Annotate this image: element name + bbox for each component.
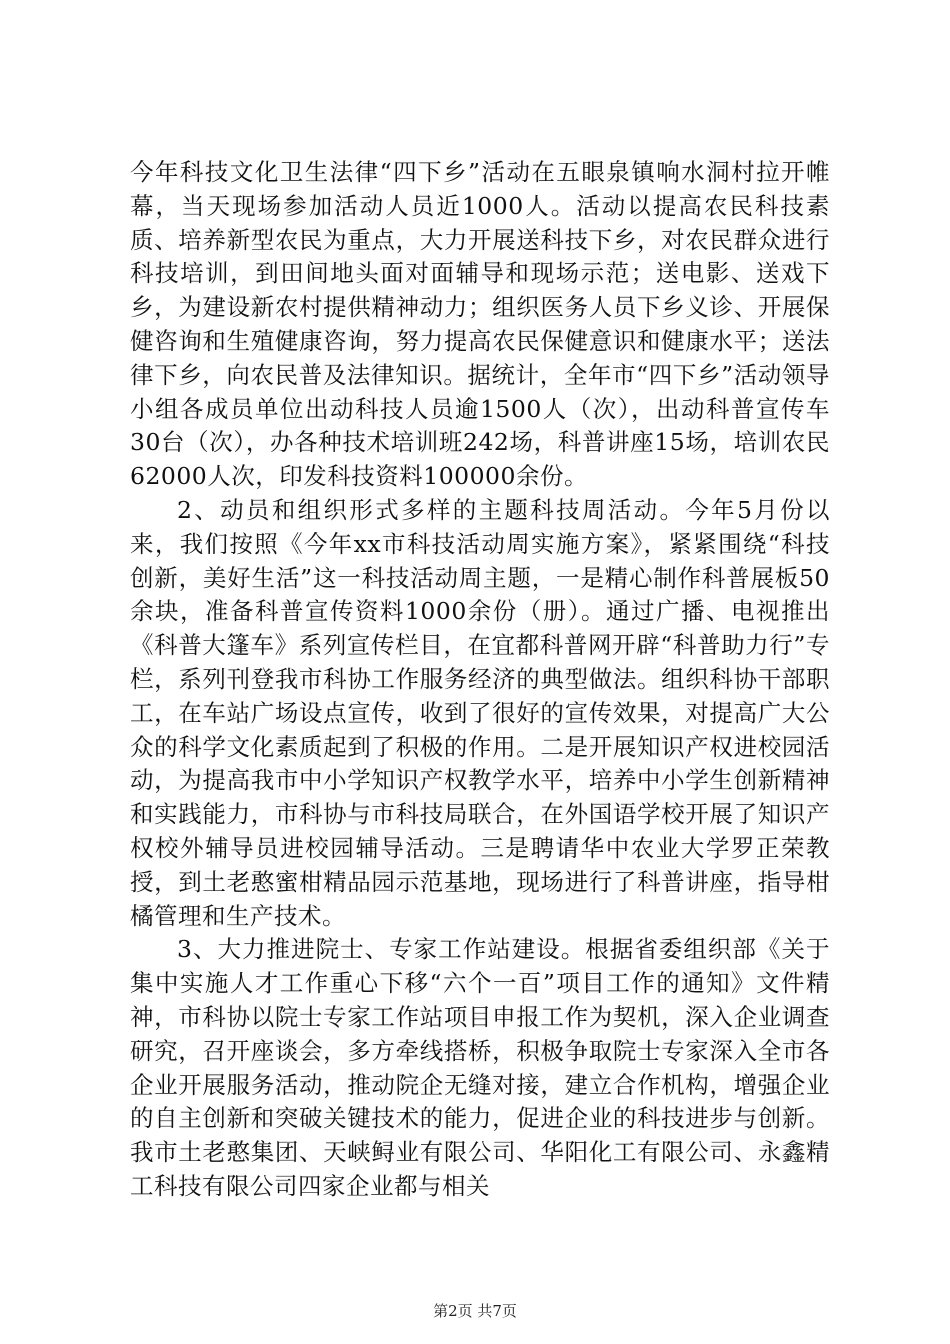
paragraph-3: 3、大力推进院士、专家工作站建设。根据省委组织部《关于集中实施人才工作重心下移“六个一百”项目工作的通知》文件精神，市科协以院士专家工作站项目申报工作为契机，深入企业调查研究，召开座谈会，多方牵线搭桥，积极争取院士专家深入全市各企业开展服务活动，推动院企无缝对接，建立合作机构，增强企业的自主创新和突破关键技术的能力，促进企业的科技进步与创新。我市土老憨集团、天峡鲟业有限公司、华阳化工有限公司、永鑫精工科技有限公司四家企业都与相关	[130, 935, 830, 1200]
document-body	[130, 156, 830, 1204]
paragraph-1: 今年科技文化卫生法律“四下乡”活动在五眼泉镇响水洞村拉开帷幕，当天现场参加活动人员近1000人。活动以提高农民科技素质、培养新型农民为重点，大力开展送科技下乡，对农民群众进行科技培训，到田间地头面对面辅导和现场示范；送电影、送戏下乡，为建设新农村提供精神动力；组织医务人员下乡义诊、开展保健咨询和生殖健康咨询，努力提高农民保健意识和健康水平；送法律下乡，向农民普及法律知识。据统计，全年市“四下乡”活动领导小组各成员单位出动科技人员逾1500人（次），出动科普宣传车30台（次），办各种技术培训班242场，科普讲座15场，培训农民62000人次，印发科技资料100000余份。	[130, 158, 830, 491]
page-footer: 第2页 共7页	[433, 1302, 517, 1320]
paragraph-2: 2、动员和组织形式多样的主题科技周活动。今年5月份以来，我们按照《今年xx市科技活动周实施方案》，紧紧围绕“科技创新，美好生活”这一科技活动周主题，一是精心制作科普展板50余块，准备科普宣传资料1000余份（册）。通过广播、电视推出《科普大篷车》系列宣传栏目，在宜都科普网开辟“科普助力行”专栏，系列刊登我市科协工作服务经济的典型做法。组织科协干部职工，在车站广场设点宣传，收到了很好的宣传效果，对提高广大公众的科学文化素质起到了积极的作用。二是开展知识产权进校园活动，为提高我市中小学知识产权教学水平，培养中小学生创新精神和实践能力，市科协与市科技局联合，在外国语学校开展了知识产权校外辅导员进校园辅导活动。三是聘请华中农业大学罗正荣教授，到土老憨蜜柑精品园示范基地，现场进行了科普讲座，指导柑橘管理和生产技术。	[130, 495, 830, 930]
